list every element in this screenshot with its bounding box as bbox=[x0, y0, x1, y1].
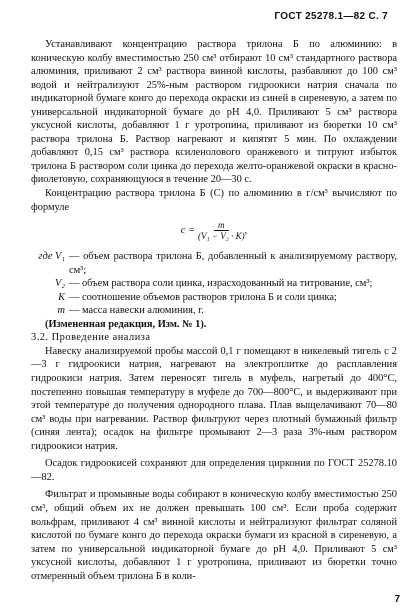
paragraph-concentration-setup: Устанавливают концентрацию раствора трилона Б по алюминию: в коническую колбу вместимостью 250 см³ отбирают 10 см³ стандартного раствора алюминия, приливают 2 см³ раствора винной кислоты, разбавляют до 100 см³ водой и нейтрализуют 25%-ным раствором гидроокиси натрия сначала по индикаторной бумаге конго до перехода окраски из синей в сиреневую, а затем по универсальной индикаторной бумаге до pH 4,0. Приливают 5 см³ раствора уксусной кислоты, добавляют 1 г уротропина, приливают из бюретки 10 см³ раствора трилона Б. Раствор нагревают и кипятят 5 мин. По охлаждении добавляют 0,15 см³ раствора ксиленолового оранжевого и титруют избыток трилона Б раствором соли цинка до перехода желто-оранжевой окраски в красно-фиолетовую, сохраняющуюся в течение 20—30 с. bbox=[31, 39, 397, 186]
definition-symbol: где V₁ bbox=[38, 251, 65, 263]
definition-text: — объем раствора соли цинка, израсходованный на титрование, см³; bbox=[69, 278, 373, 290]
formula-fraction bbox=[198, 220, 245, 242]
amendment-note: (Измененная редакция, Изм. № 1). bbox=[45, 318, 207, 330]
formula-numerator: m bbox=[214, 220, 229, 231]
formula bbox=[31, 216, 397, 246]
variable-definitions bbox=[31, 250, 397, 318]
page-number: 7 bbox=[394, 594, 400, 605]
page-body bbox=[31, 38, 397, 583]
definition-symbol: K bbox=[58, 291, 65, 303]
paragraph-procedure: Навеску анализируемой пробы массой 0,1 г помещают в никелевый тигель с 2—3 г гидроокиси натрия, нагревают на электроплитке до расплавления гидроокиси натрия. Затем переносят тигель в муфель, нагретый до 400°С, постепенно повышая температуру в муфеле до 700—800°С, и выдерживают при этой температуре до получения однородного плава. Плав выщелачивают 70—80 см³ воды при нагревании. Раствор фильтруют через плотный бумажный фильтр (синяя лента); осадок на фильтре промывают 2—3 раза 3%-ным раствором гидроокиси натрия. bbox=[31, 345, 397, 452]
formula-lhs: c = bbox=[180, 225, 196, 237]
definition-symbol: V₂ bbox=[55, 278, 65, 290]
definition-text: — соотношение объемов растворов трилона Б и соли цинка; bbox=[69, 291, 337, 303]
formula-tail: , bbox=[244, 225, 248, 237]
formula-denominator: (V₁ − V₂ · K) bbox=[198, 231, 245, 242]
paragraph-filtrate: Фильтрат и промывные воды собирают в коническую колбу вместимостью 250 см³, общий объем их не должен превышать 100 см³. Если проба содержит вольфрам, приливают 4 см³ винной кислоты и нейтрализуют фильтрат соляной кислотой по бумаге конго до перехода окраски бумаги из красной в сиреневую, а затем по универсальной индикаторной бумаге до pH 4,0. Приливают 5 см³ уксусной кислоты, добавляют 1 г уротропина, приливают из бюретки точно отмеренный объем трилона Б в коли- bbox=[31, 489, 397, 582]
definition-text: — объем раствора трилона Б, добавленный к анализируемому раствору, см³; bbox=[69, 251, 397, 276]
definition-text: — масса навески алюминия, г. bbox=[69, 305, 204, 317]
paragraph-formula-intro: Концентрацию раствора трилона Б (С) по алюминию в г/см³ вычисляют по формуле bbox=[31, 188, 397, 213]
section-title: 3.2. Проведение анализа bbox=[31, 332, 151, 344]
page-header: ГОСТ 25278.1—82 С. 7 bbox=[274, 11, 388, 22]
paragraph-zirconium-note: Осадок гидроокисей сохраняют для определения циркония по ГОСТ 25278.10—82. bbox=[31, 458, 397, 483]
definition-symbol: m bbox=[57, 305, 65, 317]
